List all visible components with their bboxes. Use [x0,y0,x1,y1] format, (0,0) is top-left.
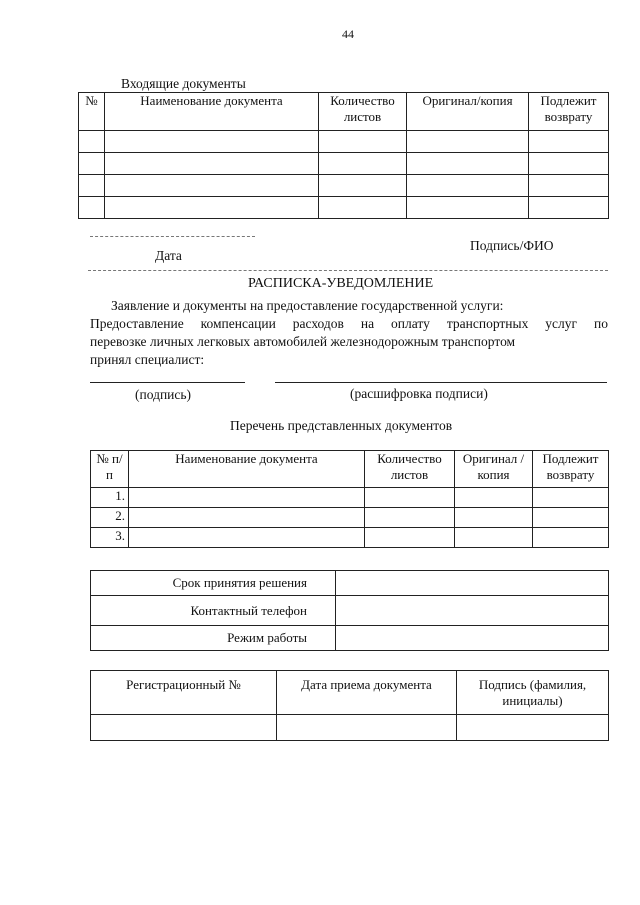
incoming-header-sheets: Количество листов [319,93,407,131]
signature-fio-label: Подпись/ФИО [470,238,554,253]
docs-cell[interactable] [455,508,533,528]
cut-line [88,270,608,271]
incoming-cell[interactable] [105,131,319,153]
docs-cell[interactable] [129,528,365,548]
docs-header-return: Подлежит возврату [533,451,609,488]
incoming-heading: Входящие документы [121,76,246,91]
incoming-cell[interactable] [529,131,609,153]
page-number: 44 [342,27,354,41]
table-row [91,488,609,508]
info-table [90,570,609,651]
registration-header-date: Дата приема документа [277,671,457,715]
incoming-cell[interactable] [79,153,105,175]
docs-list-table [90,450,609,548]
incoming-header-num: № [79,93,105,131]
info-value-phone[interactable] [336,596,609,626]
registration-cell[interactable] [457,715,609,741]
docs-cell[interactable] [129,508,365,528]
incoming-table [78,92,609,219]
table-row [79,153,609,175]
incoming-cell[interactable] [529,175,609,197]
incoming-cell[interactable] [529,153,609,175]
incoming-header-original: Оригинал/копия [407,93,529,131]
info-value-deadline[interactable] [336,571,609,596]
info-label-phone: Контактный телефон [91,596,336,626]
docs-header-sheets: Количество листов [365,451,455,488]
docs-header-num: № п/п [91,451,129,488]
docs-list-heading: Перечень представленных документов [230,418,453,433]
incoming-cell[interactable] [79,197,105,219]
table-row [79,197,609,219]
incoming-cell[interactable] [79,175,105,197]
docs-cell[interactable] [129,488,365,508]
sign-label: (подпись) [135,387,192,402]
docs-header-original: Оригинал /копия [455,451,533,488]
registration-cell[interactable] [277,715,457,741]
incoming-cell[interactable] [319,175,407,197]
docs-row-num: 1. [91,488,129,508]
incoming-cell[interactable] [407,131,529,153]
docs-cell[interactable] [533,528,609,548]
incoming-cell[interactable] [407,197,529,219]
docs-cell[interactable] [455,488,533,508]
incoming-cell[interactable] [407,153,529,175]
registration-table [90,670,609,741]
docs-row-num: 2. [91,508,129,528]
registration-cell[interactable] [91,715,277,741]
info-label-hours: Режим работы [91,626,336,651]
info-value-hours[interactable] [336,626,609,651]
docs-cell[interactable] [365,528,455,548]
info-label-deadline: Срок принятия решения [91,571,336,596]
date-line [90,236,255,237]
signature-line[interactable] [90,382,245,383]
receipt-line-4: принял специалист: [90,352,205,367]
docs-cell[interactable] [365,508,455,528]
table-row [91,528,609,548]
receipt-line-1: Заявление и документы на предоставление государственной услуги: [111,298,504,313]
table-row [91,715,609,741]
table-row [79,175,609,197]
incoming-cell[interactable] [105,153,319,175]
receipt-line-2: Предоставление компенсации расходов на оплату транспортных услуг по [90,316,608,331]
registration-header-number: Регистрационный № [91,671,277,715]
docs-row-num: 3. [91,528,129,548]
receipt-line-3: перевозке личных легковых автомобилей железнодорожным транспортом [90,334,516,349]
incoming-cell[interactable] [319,131,407,153]
registration-header-signature: Подпись (фамилия, инициалы) [457,671,609,715]
table-row [91,508,609,528]
docs-cell[interactable] [533,508,609,528]
incoming-cell[interactable] [319,197,407,219]
incoming-cell[interactable] [105,197,319,219]
incoming-cell[interactable] [319,153,407,175]
incoming-cell[interactable] [105,175,319,197]
incoming-cell[interactable] [79,131,105,153]
incoming-header-name: Наименование документа [105,93,319,131]
docs-cell[interactable] [365,488,455,508]
incoming-cell[interactable] [407,175,529,197]
docs-cell[interactable] [455,528,533,548]
docs-cell[interactable] [533,488,609,508]
decode-line[interactable] [275,382,607,383]
receipt-title: РАСПИСКА-УВЕДОМЛЕНИЕ [248,276,434,291]
docs-header-name: Наименование документа [129,451,365,488]
table-row [79,131,609,153]
incoming-header-return: Подлежит возврату [529,93,609,131]
incoming-cell[interactable] [529,197,609,219]
decode-label: (расшифровка подписи) [350,386,488,401]
date-label: Дата [155,248,182,263]
